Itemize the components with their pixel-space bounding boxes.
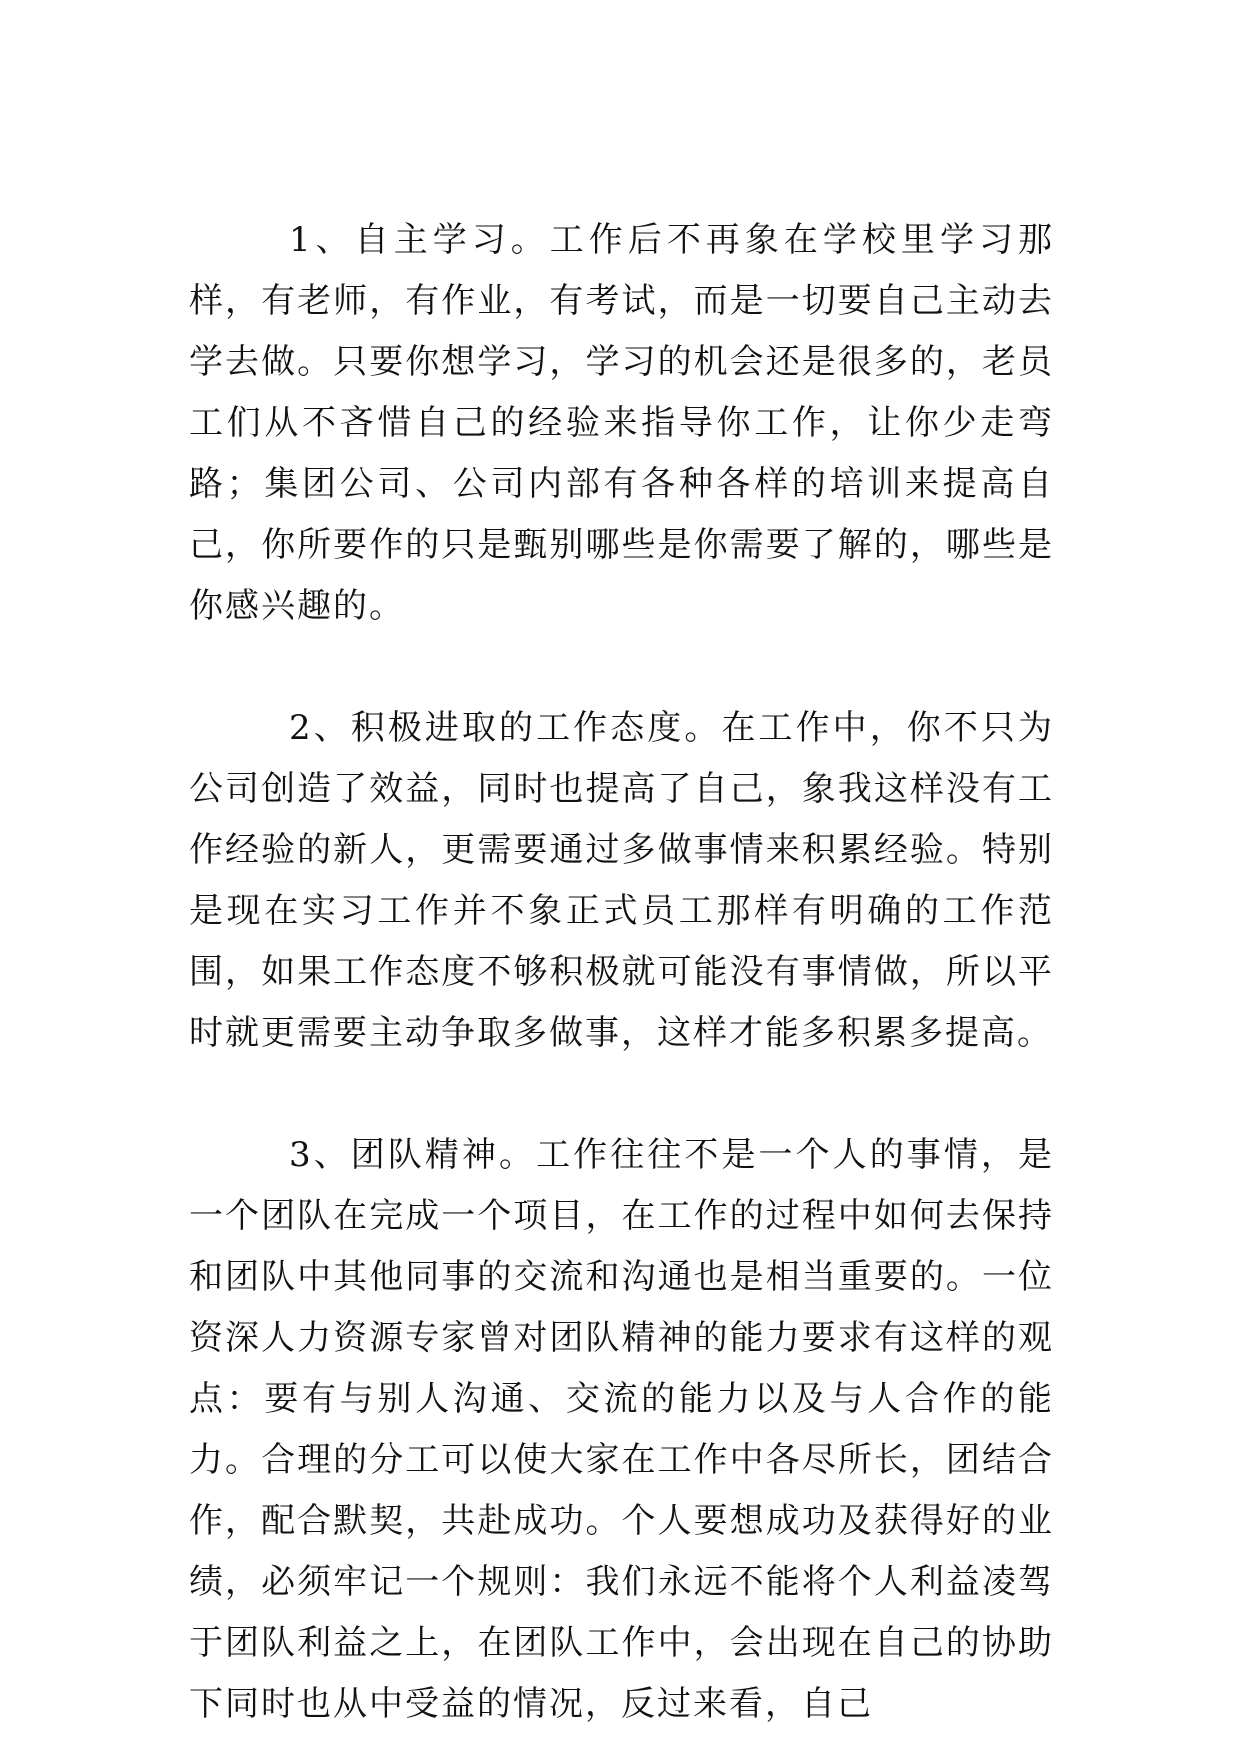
paragraph-proactive-attitude: 2、积极进取的工作态度。在工作中，你不只为公司创造了效益，同时也提高了自己，象我这样没有工作经验的新人，更需要通过多做事情来积累经验。特别是现在实习工作并不象正式员工那样有明确的工作范围，如果工作态度不够积极就可能没有事情做，所以平时就更需要主动争取多做事，这样才能多积累多提高。 (189, 708, 1054, 1053)
paragraph-self-study: 1、自主学习。工作后不再象在学校里学习那样，有老师，有作业，有考试，而是一切要自己主动去学去做。只要你想学习，学习的机会还是很多的，老员工们从不吝惜自己的经验来指导你工作，让你少走弯路；集团公司、公司内部有各种各样的培训来提高自己，你所要作的只是甄别哪些是你需要了解的，哪些是你感兴趣的。 (189, 220, 1054, 626)
document-body (189, 210, 1054, 1735)
paragraph-team-spirit: 3、团队精神。工作往往不是一个人的事情，是一个团队在完成一个项目，在工作的过程中如何去保持和团队中其他同事的交流和沟通也是相当重要的。一位资深人力资源专家曾对团队精神的能力要求有这样的观点：要有与别人沟通、交流的能力以及与人合作的能力。合理的分工可以使大家在工作中各尽所长，团结合作，配合默契，共赴成功。个人要想成功及获得好的业绩，必须牢记一个规则：我们永远不能将个人利益凌驾于团队利益之上，在团队工作中，会出现在自己的协助下同时也从中受益的情况，反过来看，自己 (189, 1135, 1054, 1724)
